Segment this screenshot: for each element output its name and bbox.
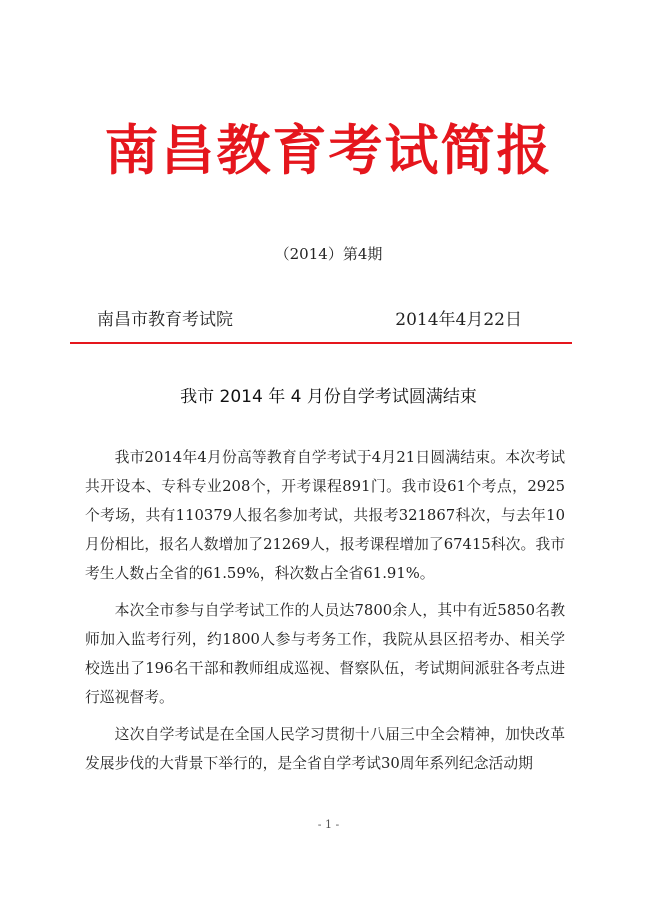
- publish-date: 2014年4月22日: [395, 310, 522, 330]
- meta-row: [97, 308, 522, 332]
- red-divider-rule: [70, 342, 572, 344]
- page-number: - 1 -: [317, 818, 340, 831]
- article-paragraph: 本次全市参与自学考试工作的人员达7800余人，其中有近5850名教师加入监考行列，约1800人参与考务工作，我院从县区招考办、相关学校选出了196名干部和教师组成巡视、督察队伍，考试期间派驻各考点进行巡视督考。: [85, 602, 565, 706]
- article-paragraph: 这次自学考试是在全国人民学习贯彻十八届三中全会精神，加快改革发展步伐的大背景下举行的，是全省自学考试30周年系列纪念活动期: [85, 726, 565, 772]
- article-paragraph: 我市2014年4月份高等教育自学考试于4月21日圆满结束。本次考试共开设本、专科专业208个，开考课程891门。我市设61个考点，2925个考场，共有110379人报名参加考试，共报考321867科次，与去年10月份相比，报名人数增加了21269人，报考课程增加了67415科次。我市考生人数占全省的61.59%，科次数占全省61.91%。: [85, 449, 565, 582]
- publisher-name: 南昌市教育考试院: [97, 310, 233, 330]
- masthead-title: 南昌教育考试简报: [104, 118, 553, 182]
- article-title: 我市 2014 年 4 月份自学考试圆满结束: [180, 387, 477, 407]
- issue-number: （2014）第4期: [274, 245, 383, 263]
- article-body: [85, 443, 565, 786]
